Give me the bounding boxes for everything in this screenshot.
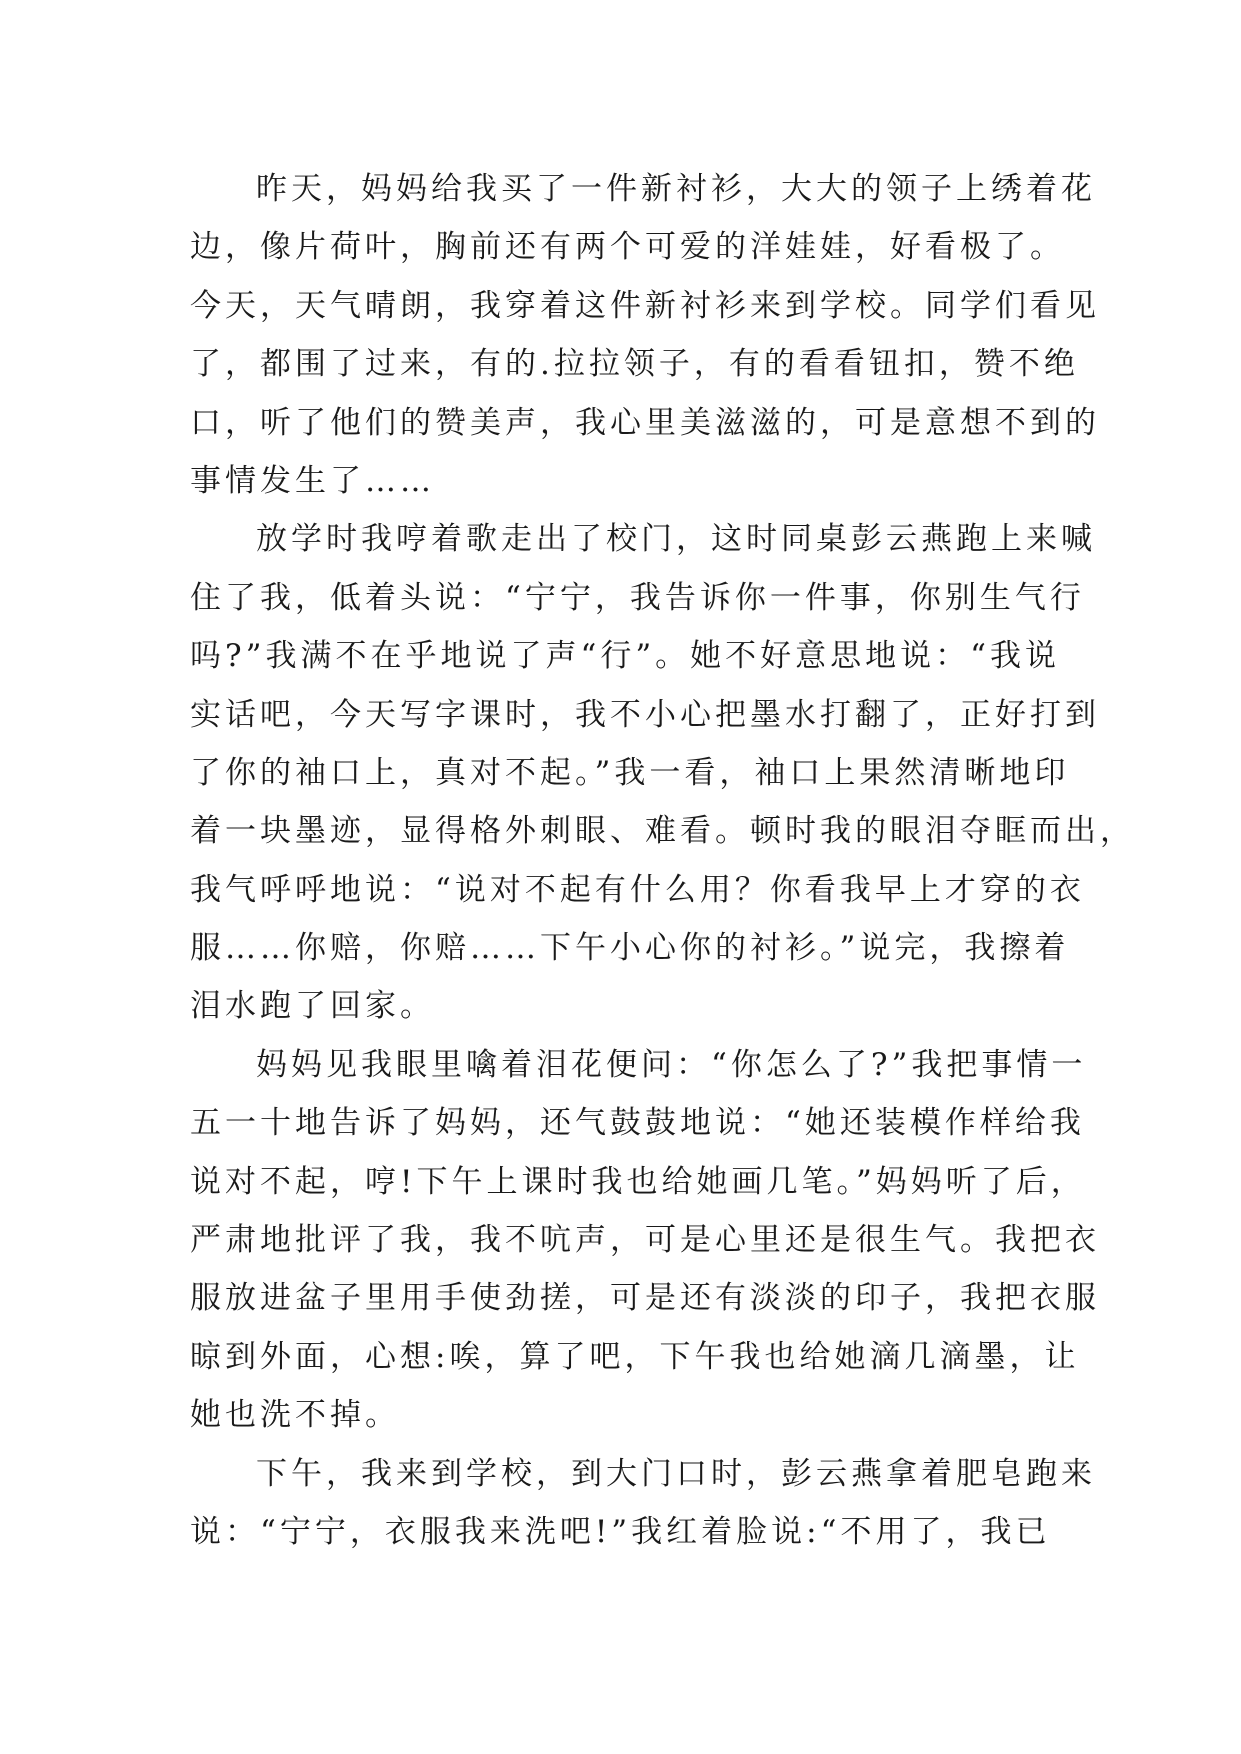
text-line: 妈妈见我眼里噙着泪花便问：“你怎么了?”我把事情一 xyxy=(256,1046,1087,1083)
text-line: 服……你赔，你赔……下午小心你的衬衫。”说完，我擦着 xyxy=(190,930,1070,967)
text-line: 说对不起，哼!下午上课时我也给她画几笔。”妈妈听了后， xyxy=(190,1163,1086,1200)
text-line: 口，听了他们的赞美声，我心里美滋滋的，可是意想不到的 xyxy=(190,404,1100,441)
document-body xyxy=(190,160,1135,1561)
text-line: 说：“宁宁，衣服我来洗吧!”我红着脸说:“不用了，我已 xyxy=(190,1513,1051,1550)
text-line: 泪水跑了回家。 xyxy=(190,988,435,1025)
text-line: 严肃地批评了我，我不吭声，可是心里还是很生气。我把衣 xyxy=(190,1222,1100,1259)
text-line: 住了我，低着头说：“宁宁，我告诉你一件事，你别生气行 xyxy=(190,579,1085,616)
text-line: 服放进盆子里用手使劲搓，可是还有淡淡的印子，我把衣服 xyxy=(190,1280,1100,1317)
text-line: 下午，我来到学校，到大门口时，彭云燕拿着肥皂跑来 xyxy=(256,1455,1096,1492)
text-line: 放学时我哼着歌走出了校门，这时同桌彭云燕跑上来喊 xyxy=(256,521,1096,558)
text-line: 她也洗不掉。 xyxy=(190,1397,400,1434)
text-line: 边，像片荷叶，胸前还有两个可爱的洋娃娃，好看极了。 xyxy=(190,229,1065,266)
paragraph-3 xyxy=(190,1036,1100,1445)
text-line: 五一十地告诉了妈妈，还气鼓鼓地说：“她还装模作样给我 xyxy=(190,1105,1085,1142)
text-line: 了你的袖口上，真对不起。”我一看，袖口上果然清晰地印 xyxy=(190,754,1070,791)
text-line: 着一块墨迹，显得格外刺眼、难看。顿时我的眼泪夺眶而出， xyxy=(190,813,1135,850)
text-line: 昨天，妈妈给我买了一件新衬衫，大大的领子上绣着花 xyxy=(256,171,1096,207)
paragraph-2 xyxy=(190,510,1135,1036)
text-line: 今天，天气晴朗，我穿着这件新衬衫来到学校。同学们看见 xyxy=(190,287,1100,324)
text-line: 吗?”我满不在乎地说了声“行”。她不好意思地说：“我说 xyxy=(190,638,1061,675)
text-line: 晾到外面，心想:唉，算了吧，下午我也给她滴几滴墨，让 xyxy=(190,1338,1080,1375)
paragraph-4 xyxy=(190,1445,1096,1562)
paragraph-1 xyxy=(190,160,1100,510)
text-line: 事情发生了…… xyxy=(190,462,435,499)
text-line: 我气呼呼地说：“说对不起有什么用？你看我早上才穿的衣 xyxy=(190,871,1085,908)
text-line: 了，都围了过来，有的.拉拉领子，有的看看钮扣，赞不绝 xyxy=(190,346,1079,383)
text-line: 实话吧，今天写字课时，我不小心把墨水打翻了，正好打到 xyxy=(190,696,1100,733)
